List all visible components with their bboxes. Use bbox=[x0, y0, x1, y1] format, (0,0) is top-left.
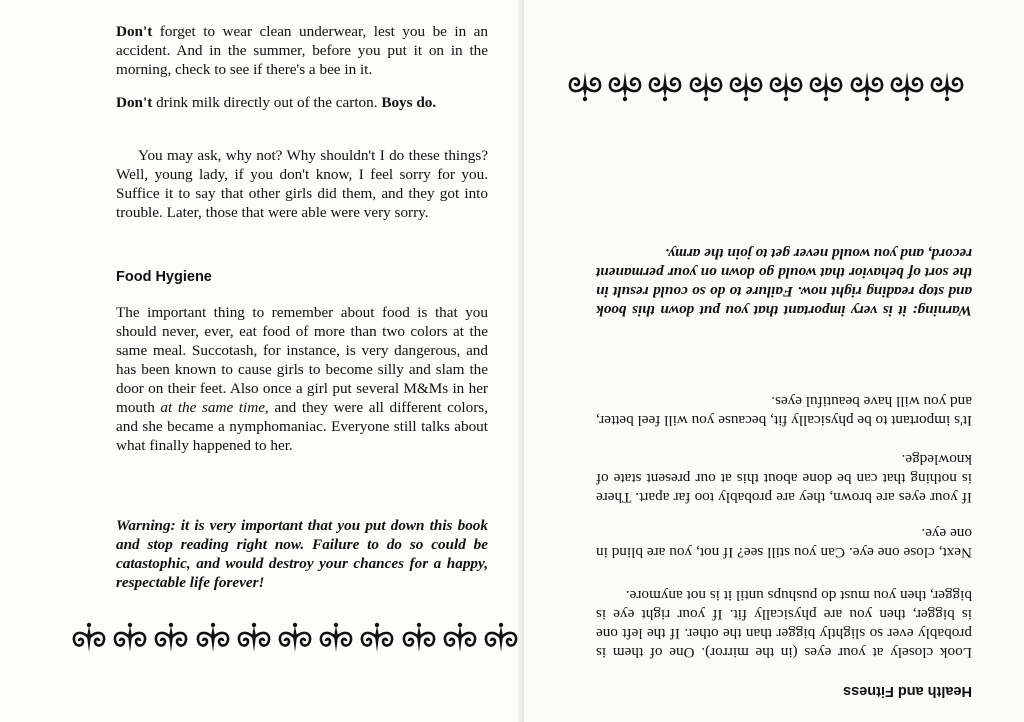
paragraph-close-eye: Next, close one eye. Can you still see? If not, you are blind in one eye. bbox=[596, 525, 972, 561]
emphasis-boys-do: Boys do. bbox=[381, 94, 437, 111]
fleuron-icon bbox=[152, 622, 190, 656]
emphasis-dont: Don't bbox=[116, 23, 153, 40]
ornament-border bbox=[566, 68, 966, 102]
paragraph-why-not bbox=[116, 146, 488, 222]
fleuron-icon bbox=[807, 68, 845, 102]
warning-paragraph: Warning: it is very important that you put down this book and stop reading right now. Failure to do so could result in the sort of behavior that would go down on your permanent record, and you would never get to join the army. bbox=[596, 245, 972, 319]
fleuron-icon bbox=[566, 68, 604, 102]
fleuron-icon bbox=[928, 68, 966, 102]
fleuron-icon bbox=[70, 622, 108, 656]
section-heading-health-fitness: Health and Fitness bbox=[843, 683, 972, 699]
fleuron-icon bbox=[194, 622, 232, 656]
section-heading-food-hygiene: Food Hygiene bbox=[116, 269, 212, 285]
fleuron-icon bbox=[687, 68, 725, 102]
fleuron-icon bbox=[848, 68, 886, 102]
fleuron-icon bbox=[111, 622, 149, 656]
paragraph-food bbox=[116, 303, 488, 455]
paragraph-milk bbox=[116, 93, 488, 112]
fleuron-icon bbox=[441, 622, 479, 656]
fleuron-icon bbox=[646, 68, 684, 102]
warning-paragraph: Warning: it is very important that you put down this book and stop reading right now. Failure to do so could be catastophic, and would destroy your chances for a happy, respectable life forever! bbox=[116, 517, 488, 591]
paragraph-brown-eyes: If your eyes are brown, they are probably too far apart. There is nothing that can be done about this at our present state of knowledge. bbox=[596, 451, 972, 506]
emphasis-italic: at the same time, bbox=[160, 399, 269, 416]
paragraph-underwear bbox=[116, 22, 488, 79]
ornament-border-bottom bbox=[70, 622, 520, 656]
fleuron-icon bbox=[276, 622, 314, 656]
fleuron-icon bbox=[767, 68, 805, 102]
paragraph-text: The important thing to remember about food is that you should never, ever, eat food of more than two colors at the same meal. Succotash, for instance, is very dangerous, and has been known to cause girls to become silly and slam the door on their feet. Also once a girl put several M&Ms in her mouth bbox=[116, 304, 488, 416]
fleuron-icon bbox=[482, 622, 520, 656]
fleuron-icon bbox=[358, 622, 396, 656]
paragraph-text: forget to wear clean underwear, lest you be in an accident. And in the summer, before you put it on in the morning, check to see if there's a bee in it. bbox=[116, 23, 488, 78]
fleuron-icon bbox=[606, 68, 644, 102]
rotated-page-content bbox=[524, 0, 1024, 722]
paragraph-text: drink milk directly out of the carton. bbox=[152, 94, 382, 111]
emphasis-dont: Don't bbox=[116, 94, 153, 111]
paragraph-text: You may ask, why not? Why shouldn't I do these things? Well, young lady, if you don't know, I feel sorry for you. Suffice it to say that other girls did them, and they got into trouble. Later, those that were able were very sorry. bbox=[116, 147, 488, 221]
fleuron-icon bbox=[235, 622, 273, 656]
paragraph-eyes-mirror: Look closely at your eyes (in the mirror). One of them is probably ever so slightly bigger than the other. If the left one is bigger, then you are physically fit. If your right eye is bigger, then you must do pushups until it is not anymore. bbox=[596, 587, 972, 661]
fleuron-icon bbox=[317, 622, 355, 656]
fleuron-icon bbox=[888, 68, 926, 102]
paragraph-physically-fit: It's important to be physically fit, because you will feel better, and you will have beautiful eyes. bbox=[596, 393, 972, 429]
paragraph-text: and they were all different colors, and she became a nymphomaniac. Everyone still talks about what finally happened to her. bbox=[116, 399, 488, 454]
fleuron-icon bbox=[727, 68, 765, 102]
right-page-upside-down bbox=[524, 0, 1024, 722]
fleuron-icon bbox=[400, 622, 438, 656]
